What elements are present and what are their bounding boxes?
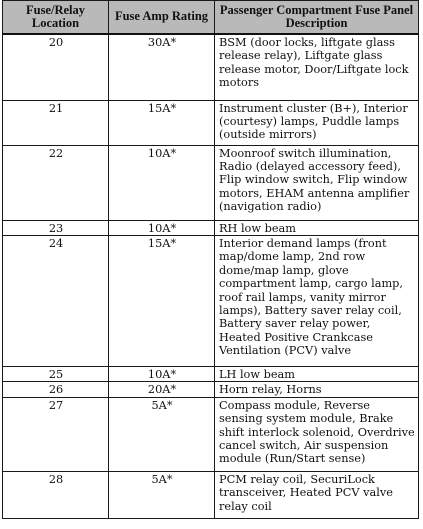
row-amp-rating: 15A* bbox=[109, 235, 215, 366]
row-description: Compass module, Reverse sensing system module, Brake shift interlock solenoid, Overdrive cancel switch, Air suspension module (Run/Start sense) bbox=[215, 397, 419, 471]
row-amp-rating: 15A* bbox=[109, 100, 215, 145]
row-amp-rating: 5A* bbox=[109, 397, 215, 471]
row-amp-rating: 5A* bbox=[109, 471, 215, 518]
row-description: Moonroof switch illumination, Radio (delayed accessory feed), Flip window switch, Flip window motors, EHAM antenna amplifier (navigation radio) bbox=[215, 145, 419, 220]
table-row bbox=[3, 382, 419, 397]
header-location: Fuse/Relay Location bbox=[3, 1, 109, 35]
header-row bbox=[3, 1, 419, 35]
row-location: 28 bbox=[3, 471, 109, 518]
table-row bbox=[3, 471, 419, 518]
row-amp-rating: 10A* bbox=[109, 366, 215, 381]
row-location: 23 bbox=[3, 220, 109, 235]
row-location: 25 bbox=[3, 366, 109, 381]
row-location: 26 bbox=[3, 382, 109, 397]
row-amp-rating: 10A* bbox=[109, 220, 215, 235]
row-location: 24 bbox=[3, 235, 109, 366]
table-row bbox=[3, 145, 419, 220]
row-amp-rating: 20A* bbox=[109, 382, 215, 397]
table-row bbox=[3, 366, 419, 381]
row-description: Horn relay, Horns bbox=[215, 382, 419, 397]
row-description: PCM relay coil, SecuriLock transceiver, Heated PCV valve relay coil bbox=[215, 471, 419, 518]
header-amp-rating: Fuse Amp Rating bbox=[109, 1, 215, 35]
row-location: 20 bbox=[3, 34, 109, 100]
table-row bbox=[3, 220, 419, 235]
fuse-table bbox=[2, 0, 419, 519]
row-amp-rating: 30A* bbox=[109, 34, 215, 100]
table-row bbox=[3, 34, 419, 100]
row-description: Instrument cluster (B+), Interior (courtesy) lamps, Puddle lamps (outside mirrors) bbox=[215, 100, 419, 145]
row-location: 27 bbox=[3, 397, 109, 471]
row-description: BSM (door locks, liftgate glass release relay), Liftgate glass release motor, Door/Liftgate lock motors bbox=[215, 34, 419, 100]
row-amp-rating: 10A* bbox=[109, 145, 215, 220]
row-location: 21 bbox=[3, 100, 109, 145]
table-row bbox=[3, 235, 419, 366]
header-description: Passenger Compartment Fuse Panel Description bbox=[215, 1, 419, 35]
table-row bbox=[3, 397, 419, 471]
table-row bbox=[3, 100, 419, 145]
row-description: Interior demand lamps (front map/dome lamp, 2nd row dome/map lamp, glove compartment lamp, cargo lamp, roof rail lamps, vanity mirror lamps), Battery saver relay coil, Battery saver relay power, Heated Positive Crankcase Ventilation (PCV) valve bbox=[215, 235, 419, 366]
row-description: LH low beam bbox=[215, 366, 419, 381]
row-description: RH low beam bbox=[215, 220, 419, 235]
row-location: 22 bbox=[3, 145, 109, 220]
